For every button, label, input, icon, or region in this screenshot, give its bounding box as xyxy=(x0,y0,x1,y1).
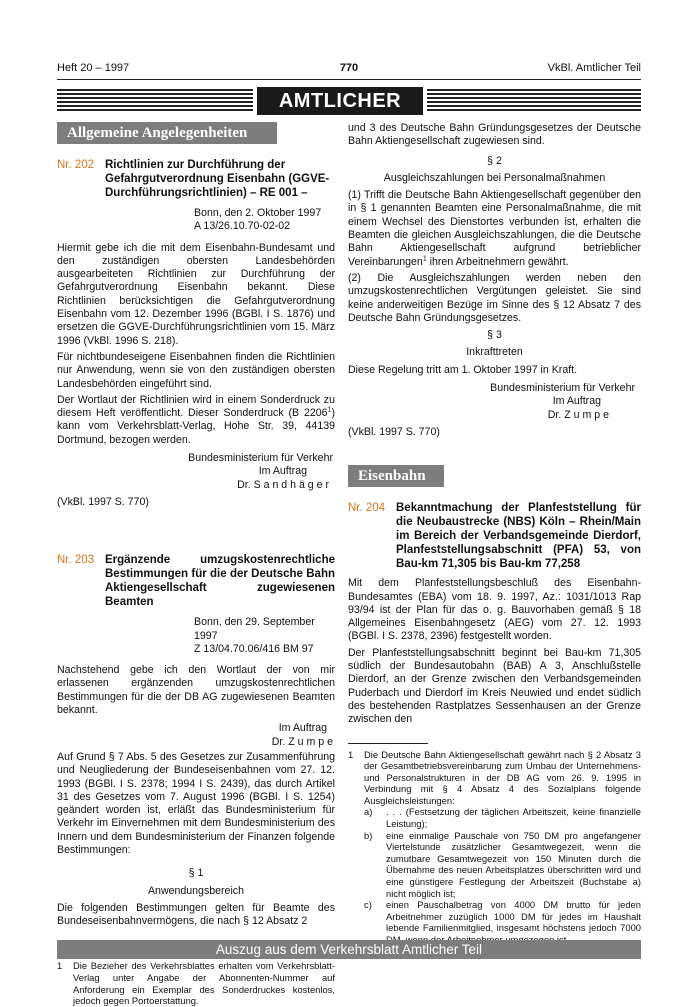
article-dateline xyxy=(57,616,335,656)
article-number: Nr. 202 xyxy=(57,159,95,171)
paragraph xyxy=(348,189,641,269)
paragraph: Die folgenden Bestimmungen gelten für Beamte des Bundeseisenbahnvermögens, die nach § 12 Absatz 2 xyxy=(57,901,335,928)
article-title: Bekanntmachung der Planfeststellung für die Neubaustrecke (NBS) Köln – Rhein/Main im Bereich der Verbandsgemeinde Dierdorf, Planfeststellungsabschnitt (PFA) 53, von Bau-km 71,305 bis Bau-km 77,258 xyxy=(396,502,641,571)
banner-stripes-left xyxy=(57,89,253,113)
footnote xyxy=(57,960,335,1006)
article-number: Nr. 203 xyxy=(57,554,95,567)
header-rule xyxy=(57,79,641,80)
signature-name: Dr. Z u m p e xyxy=(547,408,609,421)
section-number: § 2 xyxy=(487,154,502,167)
section-number: § 3 xyxy=(487,329,502,342)
list-key: c) xyxy=(364,899,372,911)
article-reference: Z 13/04.70.06/416 BM 97 xyxy=(194,642,314,655)
signature-block xyxy=(57,720,335,749)
paragraph: Für nichtbundeseigene Eisenbahnen finden die Richtlinien nur Anwendung, wenn sie von den zuständigen obersten Landesbehörden eingeführt sind. xyxy=(57,350,335,390)
footnote-text: Die Deutsche Bahn Aktiengesellschaft gewährt nach § 2 Absatz 3 der Gesamtbetriebsvereinbarung zum Umbau der Unternehmens- und Personalstrukturen in der DB AG vom 26. 9. 1995 in Verbindung mit § 4 Absatz 4 des Sozialplans folgende Ausgleichsleistungen: xyxy=(364,748,641,806)
footnote-list-item xyxy=(364,806,641,829)
list-text: einen Pauschalbetrag von 4000 DM brutto für jeden Arbeitnehmer zuzüglich 1000 DM für jedes im Haushalt lebende Familienmitglied, insgesamt höchstens jedoch 7000 xyxy=(386,899,641,934)
paragraph-text: Der Wortlaut der Richtlinien wird in einem Sonderdruck zu diesem Heft veröffentlicht. Dieser Sonderdruck (B 2206 xyxy=(57,393,335,420)
footnote-ref: 1 xyxy=(327,406,332,414)
article-header-204 xyxy=(348,501,641,571)
paragraph: Hiermit gebe ich die mit dem Eisenbahn-Bundesamt und den zuständigen obersten Landesbehörden ausgearbeiteten Richtlinien zur Durchführung der Gefahrgutverordnung Eisenbahn bekannt. Diese Richtlinien berücksichtigen die Gefahrgutverordnung Eisenbahn vom 12. Dezember 1996 (BGBl. I S. 1876) und ersetzen die GGVE-Durchführungsrichtlinien vom 15. März 1996 (VkBl. 1996 S. 218). xyxy=(57,241,335,347)
section-title: Anwendungsbereich xyxy=(147,884,244,897)
footnote-list-item xyxy=(364,830,641,900)
article-dateline xyxy=(57,207,335,234)
paragraph: und 3 des Deutsche Bahn Gründungsgesetzes der Deutsche Bahn Aktiengesellschaft zugewiesen sind. xyxy=(348,122,641,148)
paragraph xyxy=(57,394,335,447)
list-text: . . . (Festsetzung der täglichen Arbeitszeit, keine finanzielle Leistung); xyxy=(386,806,641,830)
article-number: Nr. 204 xyxy=(348,502,386,515)
section-title: Ausgleichszahlungen bei Personalmaßnahmen xyxy=(383,171,606,184)
footnote-ref: 1 xyxy=(422,255,427,263)
paragraph: Diese Regelung tritt am 1. Oktober 1997 in Kraft. xyxy=(348,363,578,376)
section-number: § 1 xyxy=(188,867,204,880)
banner-stripes-right xyxy=(427,89,641,113)
signature-block xyxy=(348,380,641,422)
right-column xyxy=(348,122,641,946)
section-title: Inkrafttreten xyxy=(466,346,523,359)
footnote-mark: 1 xyxy=(348,748,354,760)
left-column xyxy=(57,122,335,1007)
issue-label: Heft 20 – 1997 xyxy=(57,62,130,74)
article-title: Ergänzende umzugskostenrechtliche Bestimmungen für die der Deutsche Bahn Aktiengesellschaft zugewiesenen Beamten xyxy=(105,554,335,609)
list-key: a) xyxy=(364,806,373,818)
paragraph: Der Planfeststellungsabschnitt beginnt bei Bau-km 71,305 südlich der Bundesautobahn (BAB) A 3, Anschlußstelle Dierdorf, an der Grenze zwischen den Verbandsgemeinden Puderbach und Dierdorf im Kreis Neuwied und endet südlich des bestehenden Rastplatzes Sessenhausen an der Grenze zwischen den xyxy=(348,646,641,726)
paragraph: Auf Grund § 7 Abs. 5 des Gesetzes zur Zusammenführung und Neugliederung der Bundeseisenbahnen vom 27. 12. 1993 (BGBl. I S. 2378; 1994 I S. 2439), das durch Artikel 31 des Gesetzes vom 7. August 1996 (BGBl. I S. 1254) geändert worden ist, erläßt das Bundesministerium für Verkehr im Einvernehmen mit dem Bundesministerium des Innern und dem Bundesministerium der Finanzen folgende Bestimmungen: xyxy=(57,750,335,856)
page-number: 770 xyxy=(339,62,359,74)
running-header xyxy=(57,62,641,78)
footnote-text: Die Bezieher des Verkehrsblattes erhalten vom Verkehrsblatt-Verlag unter Angabe der Abonnenten-Nummer auf Anforderung ein Exemplar des Sonderdruckes kostenlos, jedoch gegen Portoerstattung. xyxy=(73,960,335,1007)
article-header-202 xyxy=(57,158,335,200)
footnote-list-item xyxy=(364,899,641,945)
signature-name: Dr. Z u m p e xyxy=(271,735,333,748)
footer-bar: Auszug aus dem Verkehrsblatt Amtlicher Teil xyxy=(57,940,641,959)
signature-auftrag: Im Auftrag xyxy=(552,395,601,408)
paragraph-text: ihren Arbeitnehmern gewährt. xyxy=(426,255,569,268)
signature-block xyxy=(57,450,335,492)
footnote xyxy=(348,749,641,946)
paragraph: Mit dem Planfeststellungsbeschluß des Eisenbahn-Bundesamtes (EBA) vom 18. 9. 1997, Az.: 1031/1013 Rap 93/94 ist der Plan für das o. g. Bauvorhaben gemäß § 18 Allgemeines Eisenbahngesetz (AEG) vom 27. 12. 1993 (BGBl. I S. 2378, 2396) festgestellt worden. xyxy=(348,577,641,643)
banner-title: AMTLICHER TEIL xyxy=(257,87,423,115)
footnote-list xyxy=(364,806,641,945)
list-key: b) xyxy=(364,829,373,841)
section-label: VkBl. Amtlicher Teil xyxy=(547,62,641,74)
signature-ministry: Bundesministerium für Verkehr xyxy=(188,452,333,465)
footnote-rule xyxy=(348,743,428,744)
signature-ministry: Bundesministerium für Verkehr xyxy=(490,382,635,395)
paragraph: Nachstehend gebe ich den Wortlaut der von mir erlassenen ergänzenden umzugskostenrechtlichen Bestimmungen für die der DB AG zugewiesenen Beamten bekannt. xyxy=(57,664,335,717)
footnote-body xyxy=(364,749,641,946)
list-text: eine einmalige Pauschale von 750 DM pro angefangener Viertelstunde zusätzlicher Gesamtwegezeit, wenn die zumutbare Gesamtwegezeit von 150 Minuten durch die Übernahme des neuen Arbeitsplatzes überschritten wird und eine günstigere Festlegung der Arbeitszeit (Buchstabe a) nicht möglich ist; xyxy=(386,829,641,899)
paragraph: (2) Die Ausgleichszahlungen werden neben den umzugskostenrechtlichen Vergütungen geleistet. Sie sind keine anderweitigen Bezüge im Sinne des § 12 Absatz 7 des Deutsche Bahn Gründungsgesetzes. xyxy=(348,271,641,324)
vkbl-citation: (VkBl. 1997 S. 770) xyxy=(57,495,149,508)
article-date: Bonn, den 2. Oktober 1997 xyxy=(194,207,322,219)
paragraph-text: ) kann vom Verkehrsblatt-Verlag, Hohe Str. 39, 44139 Dortmund, bezogen werden. xyxy=(57,407,335,446)
section-heading-rail: Eisenbahn xyxy=(348,465,444,487)
article-reference: A 13/26.10.70-02-02 xyxy=(194,220,291,233)
signature-auftrag: Im Auftrag xyxy=(278,722,327,735)
signature-auftrag: Im Auftrag xyxy=(258,465,307,478)
vkbl-citation: (VkBl. 1997 S. 770) xyxy=(348,425,440,438)
article-title: Richtlinien zur Durchführung der Gefahrgutverordnung Eisenbahn (GGVE-Durchführungsrichtlinien) – RE 001 – xyxy=(105,159,330,199)
footnote-mark: 1 xyxy=(57,960,63,972)
signature-name: Dr. S a n d h ä g e r xyxy=(237,478,329,491)
paragraph-text: (1) Trifft die Deutsche Bahn Aktiengesellschaft gegenüber den in § 1 genannten Beamten eine Personalmaßnahme, die mit einem Wechsel des Dienstortes verbunden ist, erhalten die Beamten die gleichen Ausgleichszahlungen, die die Deutsche Bahn Aktiengesellschaft aufgrund betrieblicher Vereinbarungen xyxy=(348,189,641,268)
section-heading-general: Allgemeine Angelegenheiten xyxy=(57,122,277,144)
article-date: Bonn, den 29. September 1997 xyxy=(194,616,315,642)
article-header-203 xyxy=(57,553,335,609)
